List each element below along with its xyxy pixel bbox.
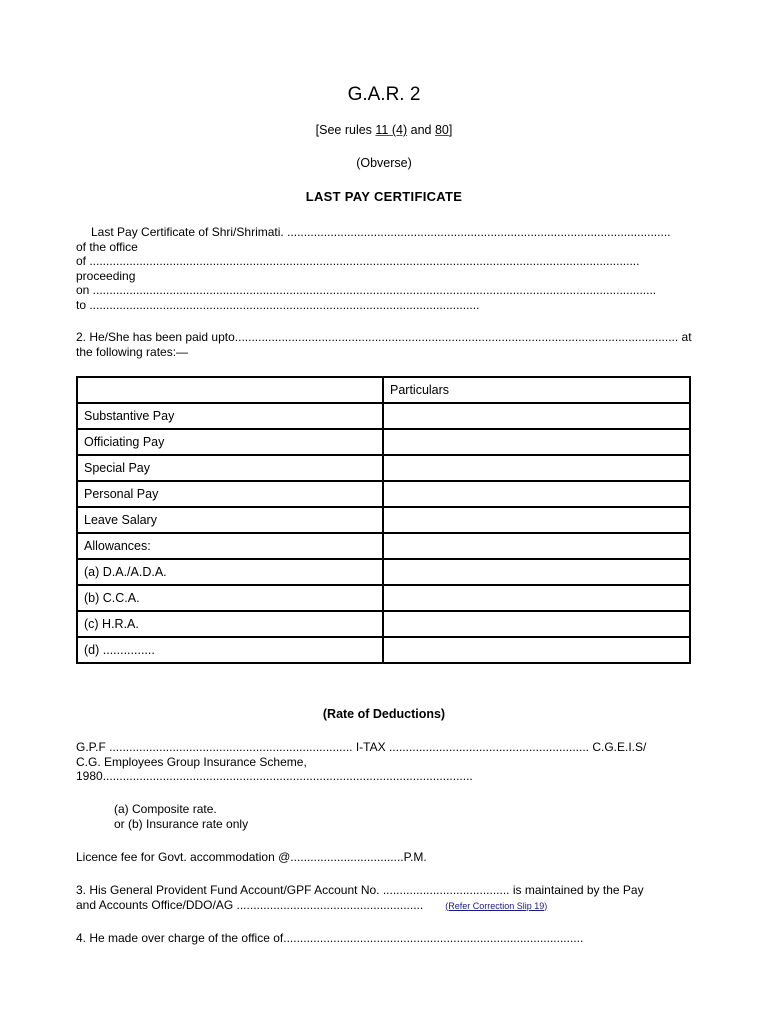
- rules-suffix: ]: [448, 123, 453, 137]
- certificate-paragraph-1: [76, 225, 670, 312]
- p3-line-2: [76, 898, 644, 914]
- row-label: Substantive Pay: [77, 403, 383, 429]
- row-label: (d) ...............: [77, 637, 383, 663]
- row-label: Leave Salary: [77, 507, 383, 533]
- table-row: [77, 585, 690, 611]
- certificate-paragraph-3: [76, 883, 644, 913]
- p1-line-1: Last Pay Certificate of Shri/Shrimati. ...................................................................................................................: [91, 225, 671, 239]
- certificate-heading: LAST PAY CERTIFICATE: [305, 189, 463, 204]
- correction-slip-link[interactable]: (Refer Correction Slip 19): [445, 900, 548, 911]
- pay-particulars-table: [76, 376, 691, 664]
- insurance-options: [114, 802, 248, 831]
- row-value-cell[interactable]: [383, 611, 690, 637]
- rule-link-80[interactable]: 80: [434, 123, 449, 137]
- certificate-paragraph-2: 2. He/She has been paid upto..................................................................................................................................... at the following rates:—: [76, 330, 692, 359]
- table-row: [77, 455, 690, 481]
- table-header-row: [77, 377, 690, 403]
- row-value-cell[interactable]: [383, 481, 690, 507]
- rules-and: and: [407, 123, 435, 137]
- p3-line-1: 3. His General Provident Fund Account/GPF Account No. ...................................... is maintained by the Pay: [76, 883, 644, 897]
- table-row: [77, 429, 690, 455]
- obverse-label: (Obverse): [356, 156, 412, 170]
- p1-line-6: to .....................................................................................................................: [76, 297, 480, 312]
- table-row: [77, 611, 690, 637]
- option-insurance-rate: or (b) Insurance rate only: [114, 816, 249, 831]
- p1-line-2: of the office: [76, 239, 138, 254]
- table-row: [77, 559, 690, 585]
- table-header-particulars: Particulars: [383, 377, 690, 403]
- row-label: (a) D.A./A.D.A.: [77, 559, 383, 585]
- option-composite-rate: (a) Composite rate.: [114, 802, 217, 816]
- row-value-cell[interactable]: [383, 559, 690, 585]
- row-value-cell[interactable]: [383, 403, 690, 429]
- rule-link-11-4[interactable]: 11 (4): [375, 123, 408, 137]
- row-label: Allowances:: [77, 533, 383, 559]
- row-value-cell[interactable]: [383, 429, 690, 455]
- p1-line-5: on .........................................................................................................................................................................: [76, 283, 657, 297]
- p1-line-3: of .....................................................................................................................................................................: [76, 254, 640, 268]
- form-number-title: G.A.R. 2: [347, 84, 421, 105]
- row-value-cell[interactable]: [383, 585, 690, 611]
- row-value-cell[interactable]: [383, 637, 690, 663]
- p3-line-2-text: and Accounts Office/DDO/AG ........................................................: [76, 897, 424, 912]
- certificate-paragraph-4: 4. He made over charge of the office of..........................................................................................: [76, 931, 584, 945]
- deductions-line-3: 1980...............................................................................................................: [76, 769, 473, 783]
- deductions-line-2: C.G. Employees Group Insurance Scheme,: [76, 754, 307, 769]
- row-label: Personal Pay: [77, 481, 383, 507]
- table-row: [77, 481, 690, 507]
- row-label: (c) H.R.A.: [77, 611, 383, 637]
- table-row: [77, 533, 690, 559]
- row-label: (b) C.C.A.: [77, 585, 383, 611]
- row-label: Officiating Pay: [77, 429, 383, 455]
- rules-reference: [0, 123, 768, 137]
- row-label: Special Pay: [77, 455, 383, 481]
- rules-prefix: [See rules: [315, 123, 376, 137]
- licence-fee-line: Licence fee for Govt. accommodation @..................................P.M.: [76, 850, 427, 864]
- deductions-heading: (Rate of Deductions): [322, 707, 446, 721]
- table-row: [77, 403, 690, 429]
- deductions-line-1: G.P.F ......................................................................... I-TAX ............................................................ C.G.E.I.S/: [76, 740, 647, 754]
- table-row: [77, 637, 690, 663]
- p1-line-4: proceeding: [76, 268, 136, 283]
- row-value-cell[interactable]: [383, 533, 690, 559]
- row-value-cell[interactable]: [383, 455, 690, 481]
- row-value-cell[interactable]: [383, 507, 690, 533]
- table-row: [77, 507, 690, 533]
- table-header-empty-cell: [77, 377, 383, 403]
- deductions-block: [76, 740, 646, 784]
